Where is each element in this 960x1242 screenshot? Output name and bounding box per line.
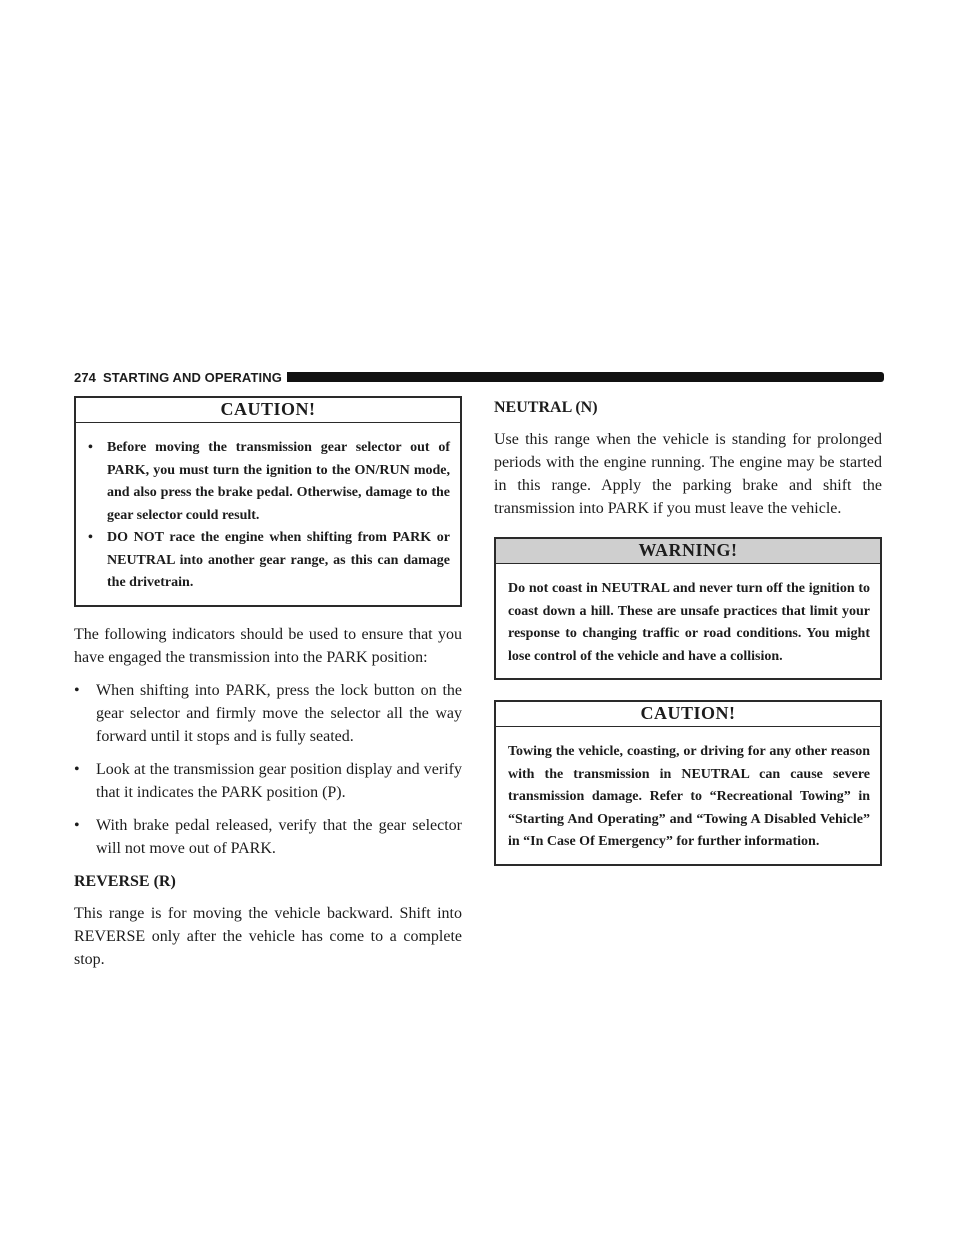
caution-box xyxy=(74,396,462,607)
reverse-heading: REVERSE (R) xyxy=(74,872,176,890)
header-rule xyxy=(287,372,884,382)
right-column xyxy=(494,396,882,882)
caution-box-2 xyxy=(494,700,882,866)
page-header xyxy=(74,369,884,387)
caution-item: • Before moving the transmission gear selector out of PARK, you must turn the ignition to the ON/RUN mode, and also press the brake pedal. Otherwise, damage to the gear selector could result. xyxy=(88,437,450,527)
list-item: • When shifting into PARK, press the lock button on the gear selector and firmly move the selector all the way forward until it stops and is fully seated. xyxy=(74,679,462,748)
reverse-text: This range is for moving the vehicle backward. Shift into REVERSE only after the vehicle has come to a complete stop. xyxy=(74,904,462,968)
warning-box xyxy=(494,537,882,680)
caution-title-2: CAUTION! xyxy=(496,702,880,727)
section-title: STARTING AND OPERATING xyxy=(103,370,282,385)
neutral-heading: NEUTRAL (N) xyxy=(494,399,598,416)
warning-title: WARNING! xyxy=(496,539,880,564)
bullet-icon: • xyxy=(74,681,80,699)
list-item: • With brake pedal released, verify that the gear selector will not move out of PARK. xyxy=(74,814,462,860)
neutral-text: Use this range when the vehicle is standing for prolonged periods with the engine running. The engine may be started in this range. Apply the parking brake and shift the transmission into PARK if you must leave the vehicle. xyxy=(494,431,882,517)
warning-body: Do not coast in NEUTRAL and never turn off the ignition to coast down a hill. These are unsafe practices that limit your response to changing traffic or road conditions. You might lose control of the vehicle and have a collision. xyxy=(508,581,870,664)
page-number: 274 xyxy=(74,370,96,385)
caution-body-2: Towing the vehicle, coasting, or driving for any other reason with the transmission in NEUTRAL can cause severe transmission damage. Refer to “Recreational Towing” in “Starting And Operating” and “Towing A Disabled Vehicle” in “In Case Of Emergency” for further information. xyxy=(508,744,870,849)
bullet-icon: • xyxy=(88,440,93,455)
bullet-icon: • xyxy=(74,816,80,834)
caution-title: CAUTION! xyxy=(76,398,460,423)
caution-body xyxy=(76,423,460,605)
bullet-icon: • xyxy=(74,760,80,778)
bullet-icon: • xyxy=(88,530,93,545)
list-item: • Look at the transmission gear position display and verify that it indicates the PARK position (P). xyxy=(74,758,462,804)
park-intro: The following indicators should be used to ensure that you have engaged the transmission into the PARK position: xyxy=(74,625,462,666)
park-indicators-list xyxy=(74,679,462,860)
caution-item: • DO NOT race the engine when shifting from PARK or NEUTRAL into another gear range, as this can damage the drivetrain. xyxy=(88,527,450,595)
left-column xyxy=(74,396,462,981)
